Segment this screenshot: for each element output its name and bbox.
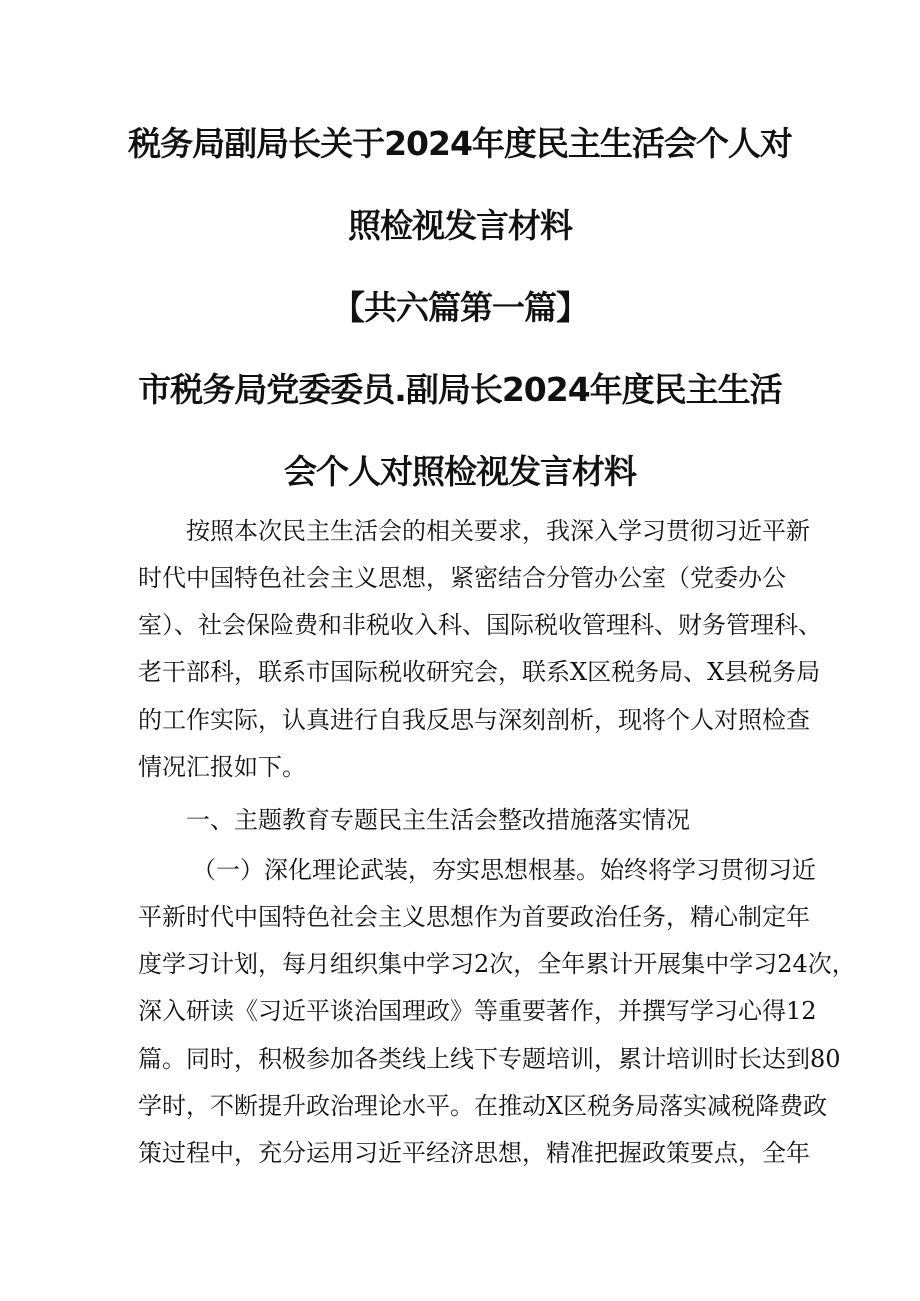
paragraph-line: 老干部科，联系市国际税收研究会，联系X区税务局、X县税务局 [138, 658, 821, 686]
paragraph-line: 度学习计划，每月组织集中学习2次，全年累计开展集中学习24次， [138, 950, 856, 978]
document-title-line-1: 税务局副局长关于2024年度民主生活会个人对 [128, 124, 792, 163]
paragraph-line: 策过程中，充分运用习近平经济思想，精准把握政策要点，全年 [138, 1139, 810, 1167]
paragraph-line: 平新时代中国特色社会主义思想作为首要政治任务，精心制定年 [138, 903, 810, 931]
document-title-line-2: 照检视发言材料 [348, 206, 572, 245]
paragraph-line: 按照本次民主生活会的相关要求，我深入学习贯彻习近平新 [186, 517, 810, 545]
document-heading-line-2: 会个人对照检视发言材料 [284, 452, 636, 491]
document-heading-line-1: 市税务局党委委员.副局长2024年度民主生活 [138, 370, 782, 409]
paragraph-line: 篇。同时，积极参加各类线上线下专题培训，累计培训时长达到80 [138, 1045, 841, 1073]
paragraph-line: 情况汇报如下。 [138, 753, 306, 781]
paragraph-line: 时代中国特色社会主义思想，紧密结合分管办公室（党委办公 [138, 564, 786, 592]
paragraph-line: （一）深化理论武装，夯实思想根基。始终将学习贯彻习近 [192, 856, 816, 884]
paragraph-line: 的工作实际，认真进行自我反思与深刻剖析，现将个人对照检查 [138, 706, 810, 734]
document-subtitle-part: 【共六篇第一篇】 [332, 288, 588, 327]
section-heading: 一、主题教育专题民主生活会整改措施落实情况 [186, 806, 690, 834]
paragraph-line: 学时，不断提升政治理论水平。在推动X区税务局落实减税降费政 [138, 1092, 828, 1120]
paragraph-line: 室）、社会保险费和非税收入科、国际税收管理科、财务管理科、 [138, 611, 822, 639]
paragraph-line: 深入研读《习近平谈治国理政》等重要著作，并撰写学习心得12 [138, 997, 817, 1025]
